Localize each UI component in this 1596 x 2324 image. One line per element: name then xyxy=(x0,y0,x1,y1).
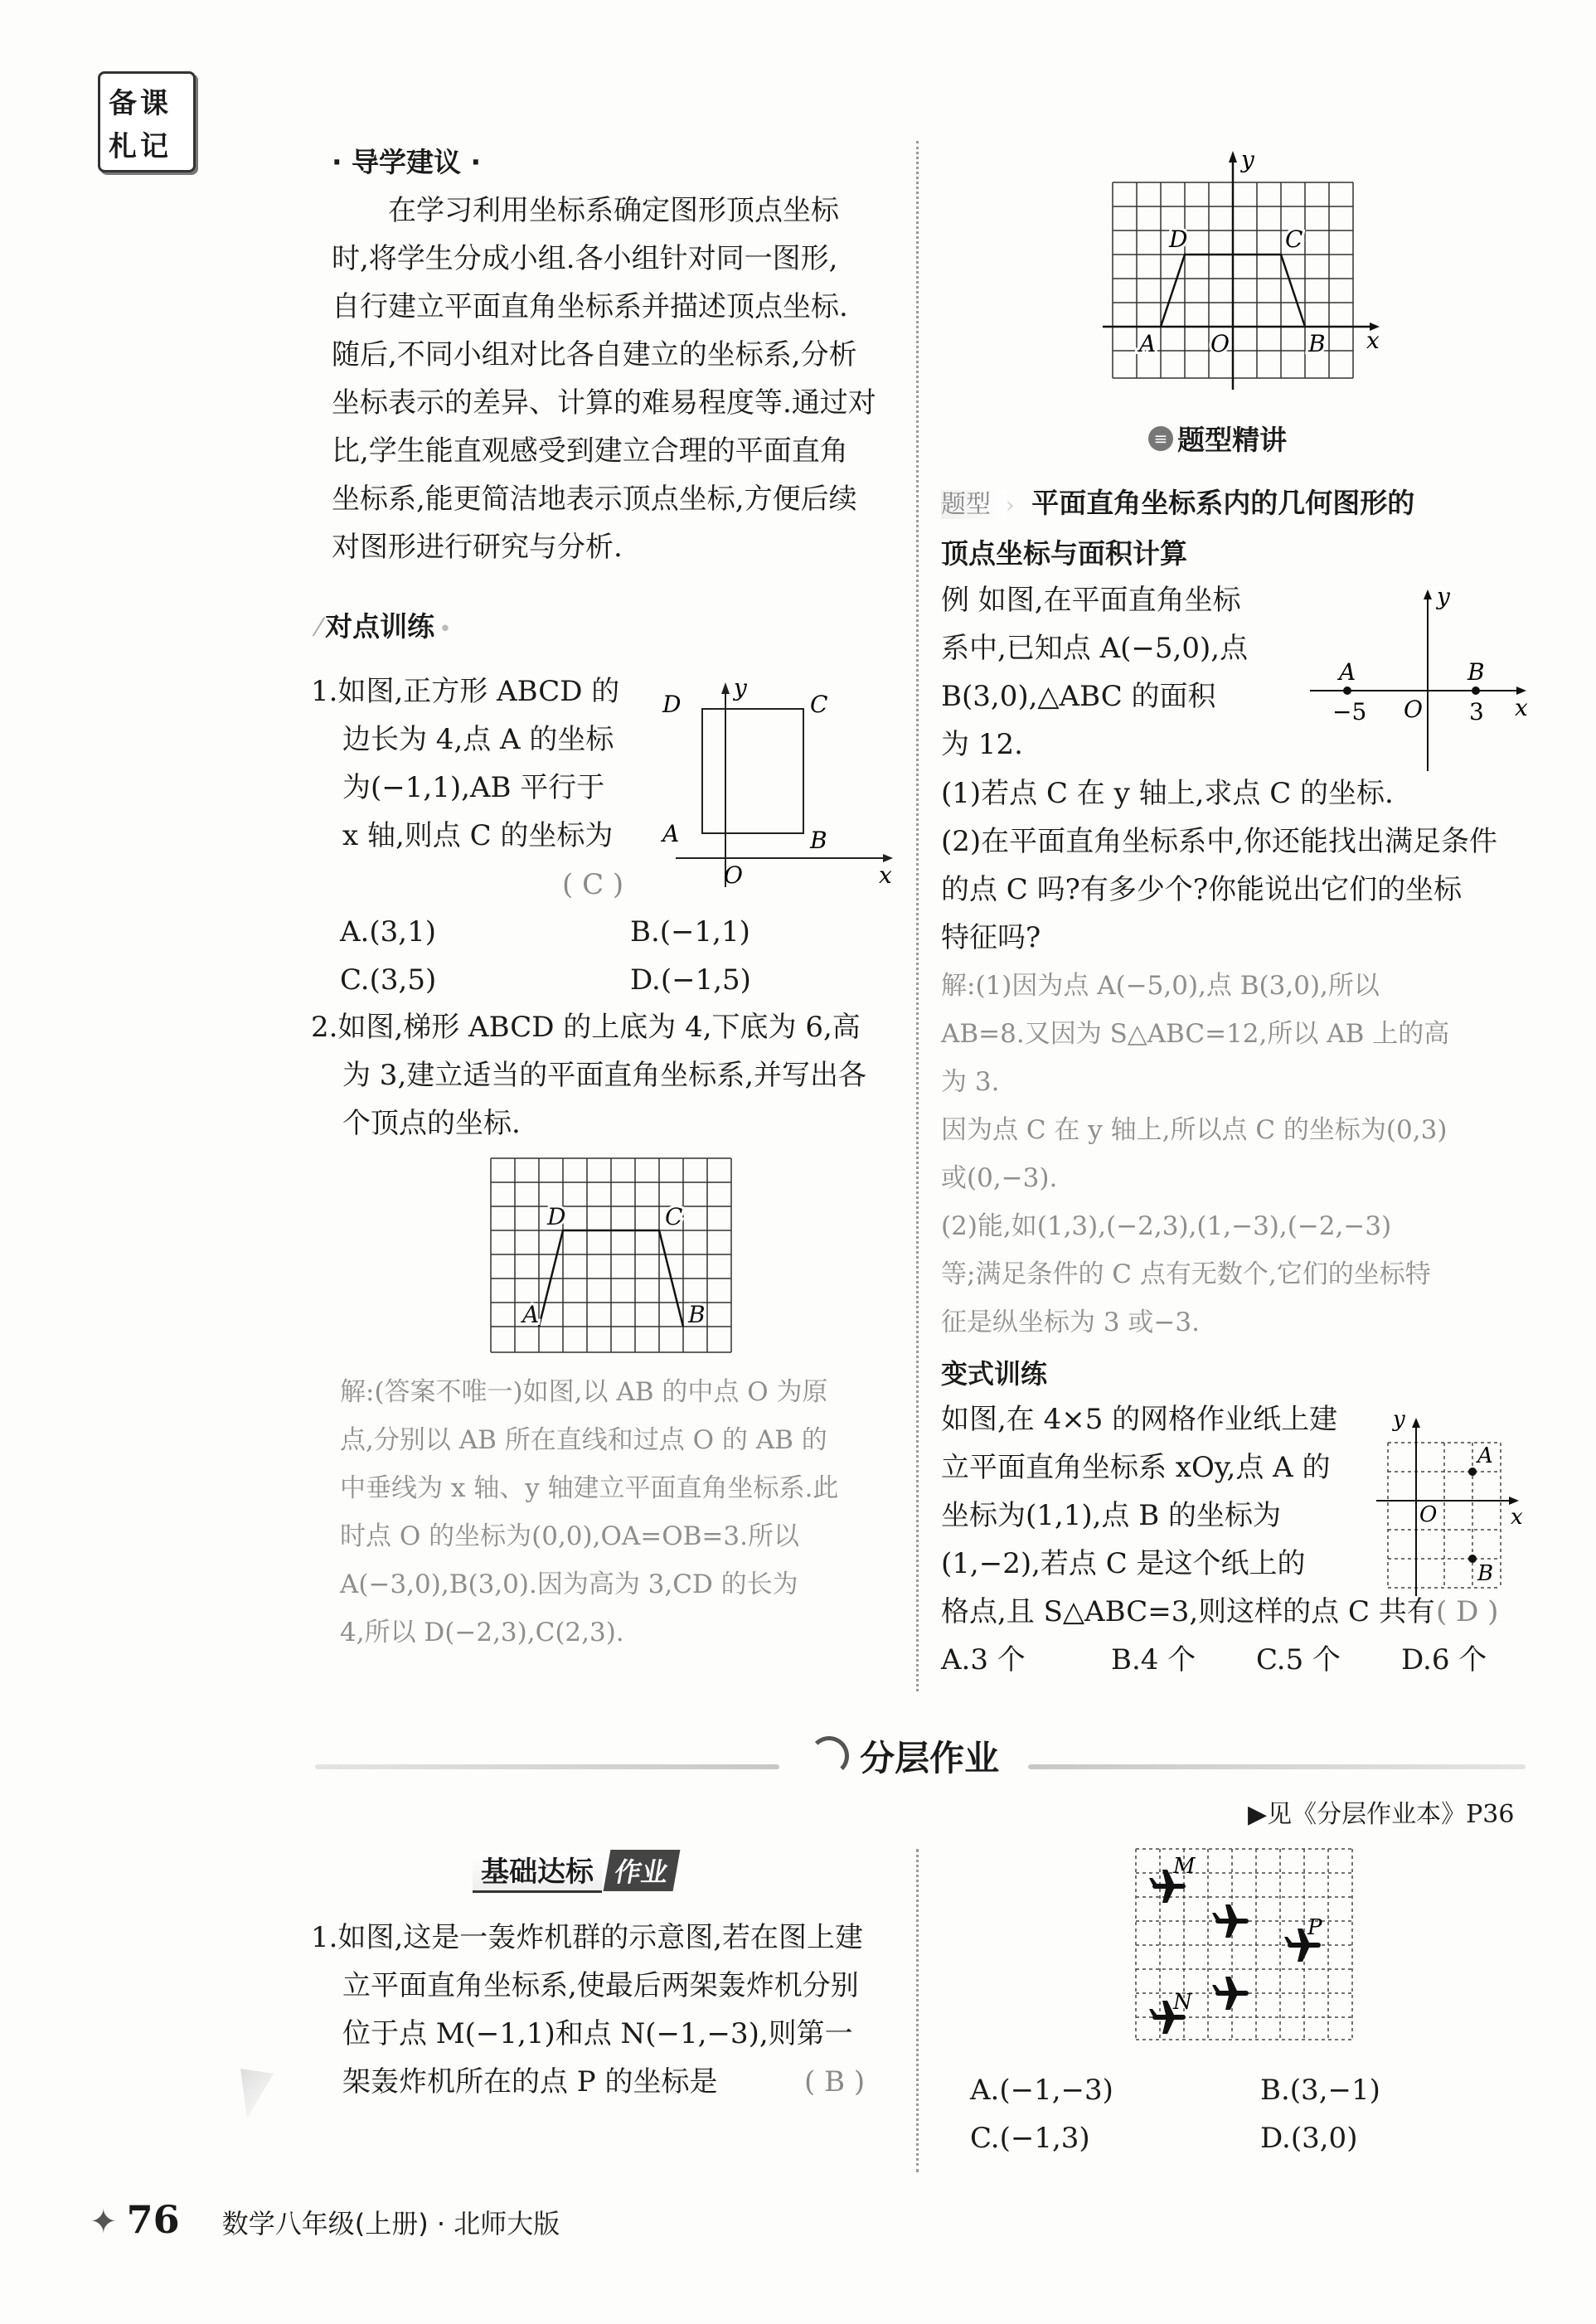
typical-heading-text: 题型精讲 xyxy=(1177,424,1288,456)
bomber-label-n: N xyxy=(1173,1990,1192,2015)
q1-label-d: D xyxy=(662,691,682,718)
layered-title-text: 分层作业 xyxy=(860,1738,1000,1778)
solution-y-arrow xyxy=(1229,151,1237,163)
variant-point-b xyxy=(1468,1555,1477,1563)
variant-line: 坐标为(1,1),点 B 的坐标为 xyxy=(941,1499,1282,1532)
stamp-line-2: 札记 xyxy=(109,130,172,163)
layered-q1-line: 架轰炸机所在的点 P 的坐标是 xyxy=(342,2065,718,2098)
layered-q1-answer: ( B ) xyxy=(804,2065,866,2098)
guide-line: 时,将学生分成小组.各小组针对同一图形, xyxy=(332,242,838,275)
q2-line: 2.如图,梯形 ABCD 的上底为 4,下底为 6,高 xyxy=(311,1011,861,1044)
example-y-arrow xyxy=(1424,589,1432,599)
layered-option-c[interactable]: C.(−1,3) xyxy=(970,2122,1090,2155)
example-solution-line: 解:(1)因为点 A(−5,0),点 B(3,0),所以 xyxy=(941,971,1380,1001)
layered-q1-line: 立平面直角坐标系,使最后两架轰炸机分别 xyxy=(342,1969,859,2002)
example-questions xyxy=(941,769,1538,962)
example-line: B(3,0),△ABC 的面积 xyxy=(941,680,1216,713)
variant-options xyxy=(941,1636,1571,1684)
q2-solution-line: 时点 O 的坐标为(0,0),OA=OB=3.所以 xyxy=(340,1521,799,1551)
variant-point-a xyxy=(1468,1468,1477,1476)
solution-label-b: B xyxy=(1308,330,1326,357)
basic-tag xyxy=(473,1849,677,1891)
example-label-b: B xyxy=(1467,658,1485,686)
guide-line: 在学习利用坐标系确定图形顶点坐标 xyxy=(388,194,839,227)
practice-q1-text xyxy=(311,667,659,860)
q1-label-o: O xyxy=(724,861,743,889)
variant-x-arrow xyxy=(1509,1497,1519,1505)
q1-line: 为(−1,1),AB 平行于 xyxy=(342,771,605,804)
example-line: 系中,已知点 A(−5,0),点 xyxy=(941,632,1249,665)
variant-option-c[interactable]: C.5 个 xyxy=(1256,1643,1341,1676)
solution-label-a: A xyxy=(1139,330,1157,357)
solution-grid-figure xyxy=(1103,149,1401,390)
q1-square xyxy=(702,709,803,833)
plane-icon xyxy=(1212,1977,1249,2010)
variant-label-o: O xyxy=(1419,1502,1438,1527)
example-label-a: A xyxy=(1339,658,1356,686)
variant-line: 如图,在 4×5 的网格作业纸上建 xyxy=(941,1403,1338,1436)
practice-heading-text: 对点训练 xyxy=(325,610,435,643)
example-text xyxy=(941,576,1306,769)
variant-heading: 变式训练 xyxy=(941,1358,1048,1390)
topic-line-1: 平面直角坐标系内的几何图形的 xyxy=(1031,487,1415,519)
variant-option-a[interactable]: A.3 个 xyxy=(941,1643,1026,1676)
example-q-line: (1)若点 C 在 y 轴上,求点 C 的坐标. xyxy=(941,777,1394,810)
q2-label-a: A xyxy=(522,1301,540,1328)
q2-solution-line: 解:(答案不唯一)如图,以 AB 的中点 O 为原 xyxy=(340,1377,828,1407)
variant-figure xyxy=(1360,1409,1526,1600)
guide-line: 自行建立平面直角坐标系并描述顶点坐标. xyxy=(332,290,848,323)
solution-label-c: C xyxy=(1285,226,1303,253)
example-solution-line: 征是纵坐标为 3 或−3. xyxy=(941,1308,1200,1337)
example-label-x: x xyxy=(1515,694,1528,721)
q1-option-d[interactable]: D.(−1,5) xyxy=(630,963,751,997)
variant-line: 格点,且 S△ABC=3,则这样的点 C 共有 xyxy=(941,1595,1435,1628)
q1-option-a[interactable]: A.(3,1) xyxy=(340,915,436,949)
typical-heading xyxy=(1148,419,1287,458)
q2-label-b: B xyxy=(688,1301,706,1328)
guide-line: 随后,不同小组对比各自建立的坐标系,分析 xyxy=(332,338,857,371)
layered-q1-options xyxy=(970,2066,1550,2162)
layered-q1-line: 1.如图,这是一轰炸机群的示意图,若在图上建 xyxy=(311,1921,864,1954)
q1-y-arrow xyxy=(721,682,730,694)
example-label-m5: −5 xyxy=(1332,698,1367,725)
example-solution-line: 为 3. xyxy=(941,1067,1000,1097)
guide-line: 对图形进行研究与分析. xyxy=(332,531,623,564)
topic-arrow-icon: › xyxy=(1006,493,1015,518)
topic-line-2: 顶点坐标与面积计算 xyxy=(941,537,1187,570)
q1-option-c[interactable]: C.(3,5) xyxy=(340,963,437,997)
q1-line: 边长为 4,点 A 的坐标 xyxy=(342,723,614,756)
example-q-line: (2)在平面直角坐标系中,你还能找出满足条件 xyxy=(941,825,1497,858)
q1-label-c: C xyxy=(810,691,828,718)
topic-tag: 题型 xyxy=(941,490,1006,519)
swirl-icon xyxy=(809,1736,849,1776)
q2-line: 个顶点的坐标. xyxy=(342,1107,521,1140)
bomber-label-p: P xyxy=(1307,1915,1322,1940)
footer xyxy=(90,2197,560,2242)
book-icon: ≡ xyxy=(1148,426,1173,451)
corner-stamp xyxy=(98,71,196,172)
footer-mark-icon: ✦ xyxy=(90,2203,118,2241)
example-q-line: 的点 C 吗?有多少个?你能说出它们的坐标 xyxy=(941,873,1463,906)
q2-label-c: C xyxy=(665,1203,683,1230)
q2-solution-line: A(−3,0),B(3,0).因为高为 3,CD 的长为 xyxy=(340,1570,798,1599)
stamp-line-1: 备课 xyxy=(109,87,172,120)
typical-topic xyxy=(941,479,1538,578)
pencil-icon: ⁄ xyxy=(317,614,322,643)
triangle-pointer-icon: ▶ xyxy=(1248,1800,1268,1829)
variant-option-d[interactable]: D.6 个 xyxy=(1401,1643,1487,1676)
q1-line: x 轴,则点 C 的坐标为 xyxy=(342,819,614,852)
example-label-p3: 3 xyxy=(1469,698,1484,725)
example-line: 为 12. xyxy=(941,728,1023,761)
corner-decoration xyxy=(240,2069,274,2118)
q1-answer: ( C ) xyxy=(562,868,624,901)
variant-label-x: x xyxy=(1511,1505,1523,1530)
solution-label-d: D xyxy=(1169,226,1188,253)
example-solution xyxy=(941,962,1546,1346)
solution-label-o: O xyxy=(1210,330,1230,357)
q1-label-x: x xyxy=(879,861,892,889)
bomber-label-m: M xyxy=(1173,1854,1196,1879)
variant-label-y: y xyxy=(1393,1409,1405,1432)
example-point-a xyxy=(1343,687,1351,695)
layered-q1-line: 位于点 M(−1,1)和点 N(−1,−3),则第一 xyxy=(342,2017,853,2050)
example-figure xyxy=(1306,585,1534,775)
solution-label-y: y xyxy=(1241,149,1254,173)
layered-ref-text: 见《分层作业本》P36 xyxy=(1267,1800,1515,1829)
example-solution-line: 因为点 C 在 y 轴上,所以点 C 的坐标为(0,3) xyxy=(941,1115,1448,1145)
variant-label-b: B xyxy=(1477,1561,1494,1586)
q1-option-b[interactable]: B.(−1,1) xyxy=(630,915,750,949)
layered-banner-line-right xyxy=(1028,1764,1526,1769)
q2-solution xyxy=(340,1368,904,1657)
bomber-figure xyxy=(1132,1845,1364,2044)
practice-q2-text xyxy=(311,1003,908,1147)
page-number: 76 xyxy=(126,2197,180,2242)
guide-body xyxy=(332,187,895,571)
variant-option-b[interactable]: B.4 个 xyxy=(1111,1643,1196,1676)
q1-label-a: A xyxy=(662,820,680,847)
example-q-line: 特征吗? xyxy=(941,921,1041,954)
guide-line: 坐标表示的差异、计算的难易程度等.通过对 xyxy=(332,386,876,420)
work-tag-text: 作业 xyxy=(604,1850,681,1891)
example-point-b xyxy=(1472,687,1480,695)
q2-solution-line: 4,所以 D(−2,3),C(2,3). xyxy=(340,1618,624,1647)
solution-label-x: x xyxy=(1366,327,1380,354)
column-divider-top xyxy=(916,141,919,1691)
column-divider-bottom xyxy=(916,1849,919,2172)
practice-heading xyxy=(317,605,452,644)
q2-figure xyxy=(489,1157,738,1356)
q1-label-b: B xyxy=(810,827,827,854)
variant-answer: ( D ) xyxy=(1436,1595,1499,1628)
example-label-o: O xyxy=(1404,696,1423,723)
variant-label-a: A xyxy=(1477,1443,1493,1468)
basic-tag-text: 基础达标 xyxy=(473,1854,602,1893)
layered-ref xyxy=(1248,1793,1514,1830)
example-solution-line: 等;满足条件的 C 点有无数个,它们的坐标特 xyxy=(941,1259,1431,1289)
q2-solution-line: 点,分别以 AB 所在直线和过点 O 的 AB 的 xyxy=(340,1425,827,1455)
layered-option-d[interactable]: D.(3,0) xyxy=(1260,2122,1358,2155)
variant-line: 立平面直角坐标系 xOy,点 A 的 xyxy=(941,1451,1331,1484)
example-line: 例 如图,在平面直角坐标 xyxy=(941,584,1241,617)
example-solution-line: (2)能,如(1,3),(−2,3),(1,−3),(−2,−3) xyxy=(941,1211,1392,1241)
layered-title xyxy=(796,1731,1012,1781)
layered-option-b[interactable]: B.(3,−1) xyxy=(1260,2074,1380,2107)
guide-line: 坐标系,能更简洁地表示顶点坐标,方便后续 xyxy=(332,483,857,516)
guide-heading: · 导学建议 · xyxy=(332,146,482,178)
example-solution-line: 或(0,−3). xyxy=(941,1163,1058,1193)
q2-label-d: D xyxy=(547,1203,566,1230)
layered-option-a[interactable]: A.(−1,−3) xyxy=(970,2074,1113,2107)
example-label-y: y xyxy=(1437,585,1450,610)
guide-line: 比,学生能直观感受到建立合理的平面直角 xyxy=(332,434,848,468)
q2-line: 为 3,建立适当的平面直角坐标系,并写出各 xyxy=(342,1059,867,1092)
q1-line: 1.如图,正方形 ABCD 的 xyxy=(311,675,620,708)
example-solution-line: AB=8.又因为 S△ABC=12,所以 AB 上的高 xyxy=(941,1019,1450,1049)
q1-options xyxy=(340,908,904,1004)
q1-label-y: y xyxy=(734,676,747,701)
book-title: 数学八年级(上册) · 北师大版 xyxy=(221,2208,560,2239)
plane-icon xyxy=(1212,1904,1249,1938)
dots-decoration: • xyxy=(439,617,452,642)
variant-y-arrow xyxy=(1412,1418,1420,1428)
layered-banner-line-left xyxy=(315,1764,779,1769)
variant-line: (1,−2),若点 C 是这个纸上的 xyxy=(941,1547,1306,1580)
q1-figure xyxy=(659,676,900,895)
q2-solution-line: 中垂线为 x 轴、y 轴建立平面直角坐标系.此 xyxy=(340,1473,839,1503)
